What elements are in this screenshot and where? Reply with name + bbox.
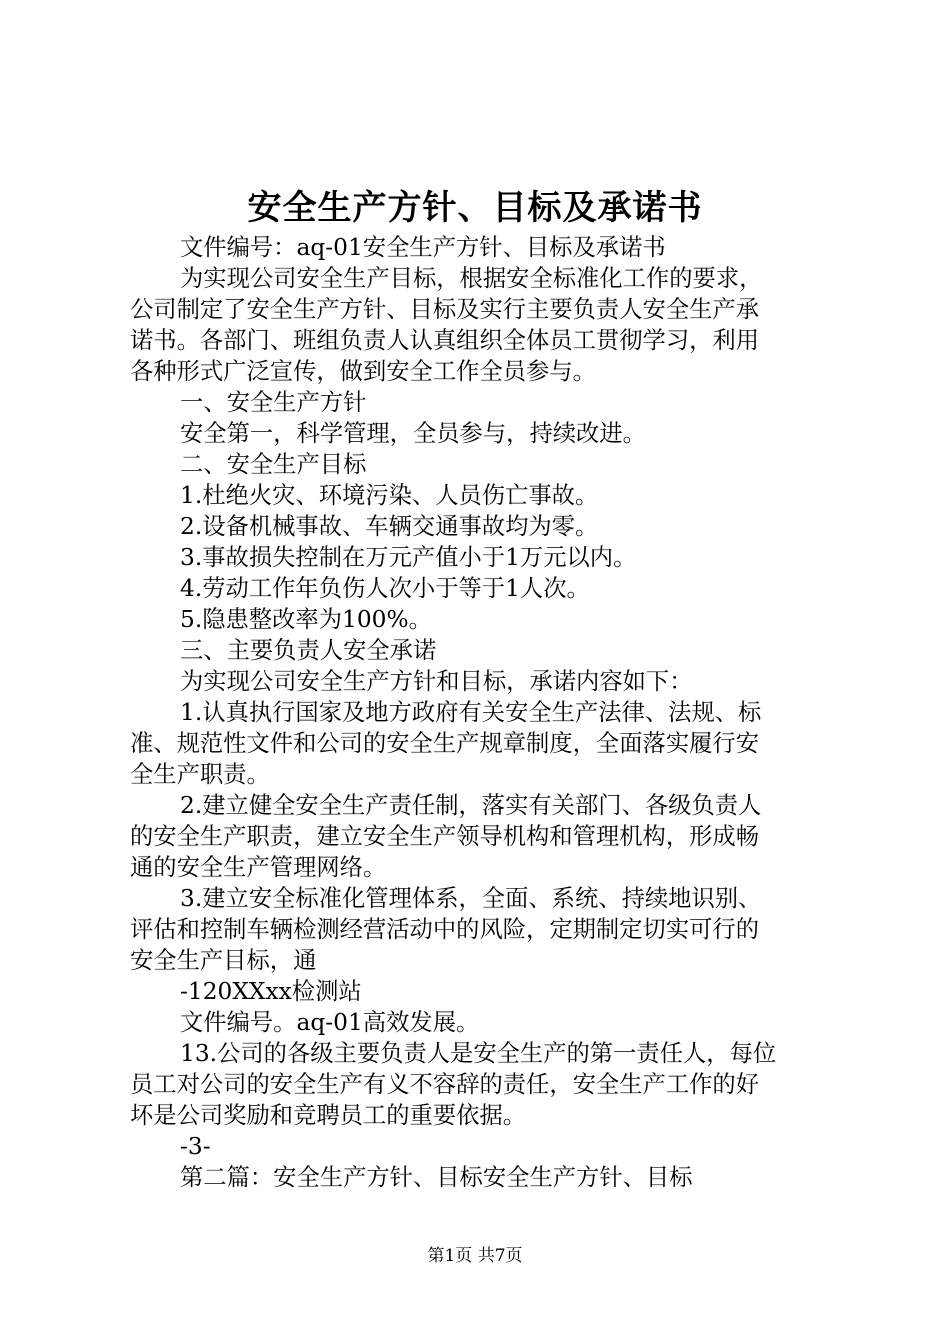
text-line: 为实现公司安全生产方针和目标，承诺内容如下：	[180, 668, 693, 695]
text-line: 的安全生产职责，建立安全生产领导机构和管理机构，形成畅	[130, 823, 760, 850]
text-line: 员工对公司的安全生产有义不容辞的责任，安全生产工作的好	[130, 1071, 760, 1098]
text-line: 安全生产目标，通	[130, 947, 317, 974]
list-item: 1.认真执行国家及地方政府有关安全生产法律、法规、标	[180, 699, 762, 726]
list-item: 5.隐患整改率为100%。	[180, 606, 432, 633]
text-line: 公司制定了安全生产方针、目标及实行主要负责人安全生产承	[130, 296, 760, 323]
text-line: 为实现公司安全生产目标，根据安全标准化工作的要求，	[180, 265, 763, 292]
text-line: 坏是公司奖励和竞聘员工的重要依据。	[130, 1102, 527, 1129]
page-marker: -3-	[180, 1133, 211, 1160]
text-line: 文件编号。aq-01高效发展。	[180, 1009, 480, 1036]
list-item: 13.公司的各级主要负责人是安全生产的第一责任人，每位	[180, 1040, 777, 1067]
text-line: 诺书。各部门、班组负责人认真组织全体员工贯彻学习，利用	[130, 327, 760, 354]
list-item: 1.杜绝火灾、环境污染、人员伤亡事故。	[180, 482, 599, 509]
text-line: 通的安全生产管理网络。	[130, 854, 387, 881]
list-item: 4.劳动工作年负伤人次小于等于1人次。	[180, 575, 590, 602]
text-line: -120XXxx检测站	[180, 978, 362, 1005]
list-item: 2.设备机械事故、车辆交通事故均为零。	[180, 513, 599, 540]
list-item: 3.建立安全标准化管理体系，全面、系统、持续地识别、	[180, 885, 762, 912]
text-line: 安全第一，科学管理，全员参与，持续改进。	[180, 420, 646, 447]
section-heading: 二、安全生产目标	[180, 451, 367, 478]
list-item: 3.事故损失控制在万元产值小于1万元以内。	[180, 544, 637, 571]
section-heading: 第二篇：安全生产方针、目标安全生产方针、目标	[180, 1164, 693, 1191]
text-line: 评估和控制车辆检测经营活动中的风险，定期制定切实可行的	[130, 916, 760, 943]
text-line: 各种形式广泛宣传，做到安全工作全员参与。	[130, 358, 596, 385]
page-footer: 第1页 共7页	[427, 1246, 523, 1266]
text-line: 准、规范性文件和公司的安全生产规章制度，全面落实履行安	[130, 730, 760, 757]
section-heading: 一、安全生产方针	[180, 389, 367, 416]
document-body	[130, 232, 830, 1193]
document-title: 安全生产方针、目标及承诺书	[247, 188, 703, 228]
text-line: 文件编号：aq-01安全生产方针、目标及承诺书	[180, 234, 666, 261]
section-heading: 三、主要负责人安全承诺	[180, 637, 437, 664]
list-item: 2.建立健全安全生产责任制，落实有关部门、各级负责人	[180, 792, 762, 819]
text-line: 全生产职责。	[130, 761, 270, 788]
